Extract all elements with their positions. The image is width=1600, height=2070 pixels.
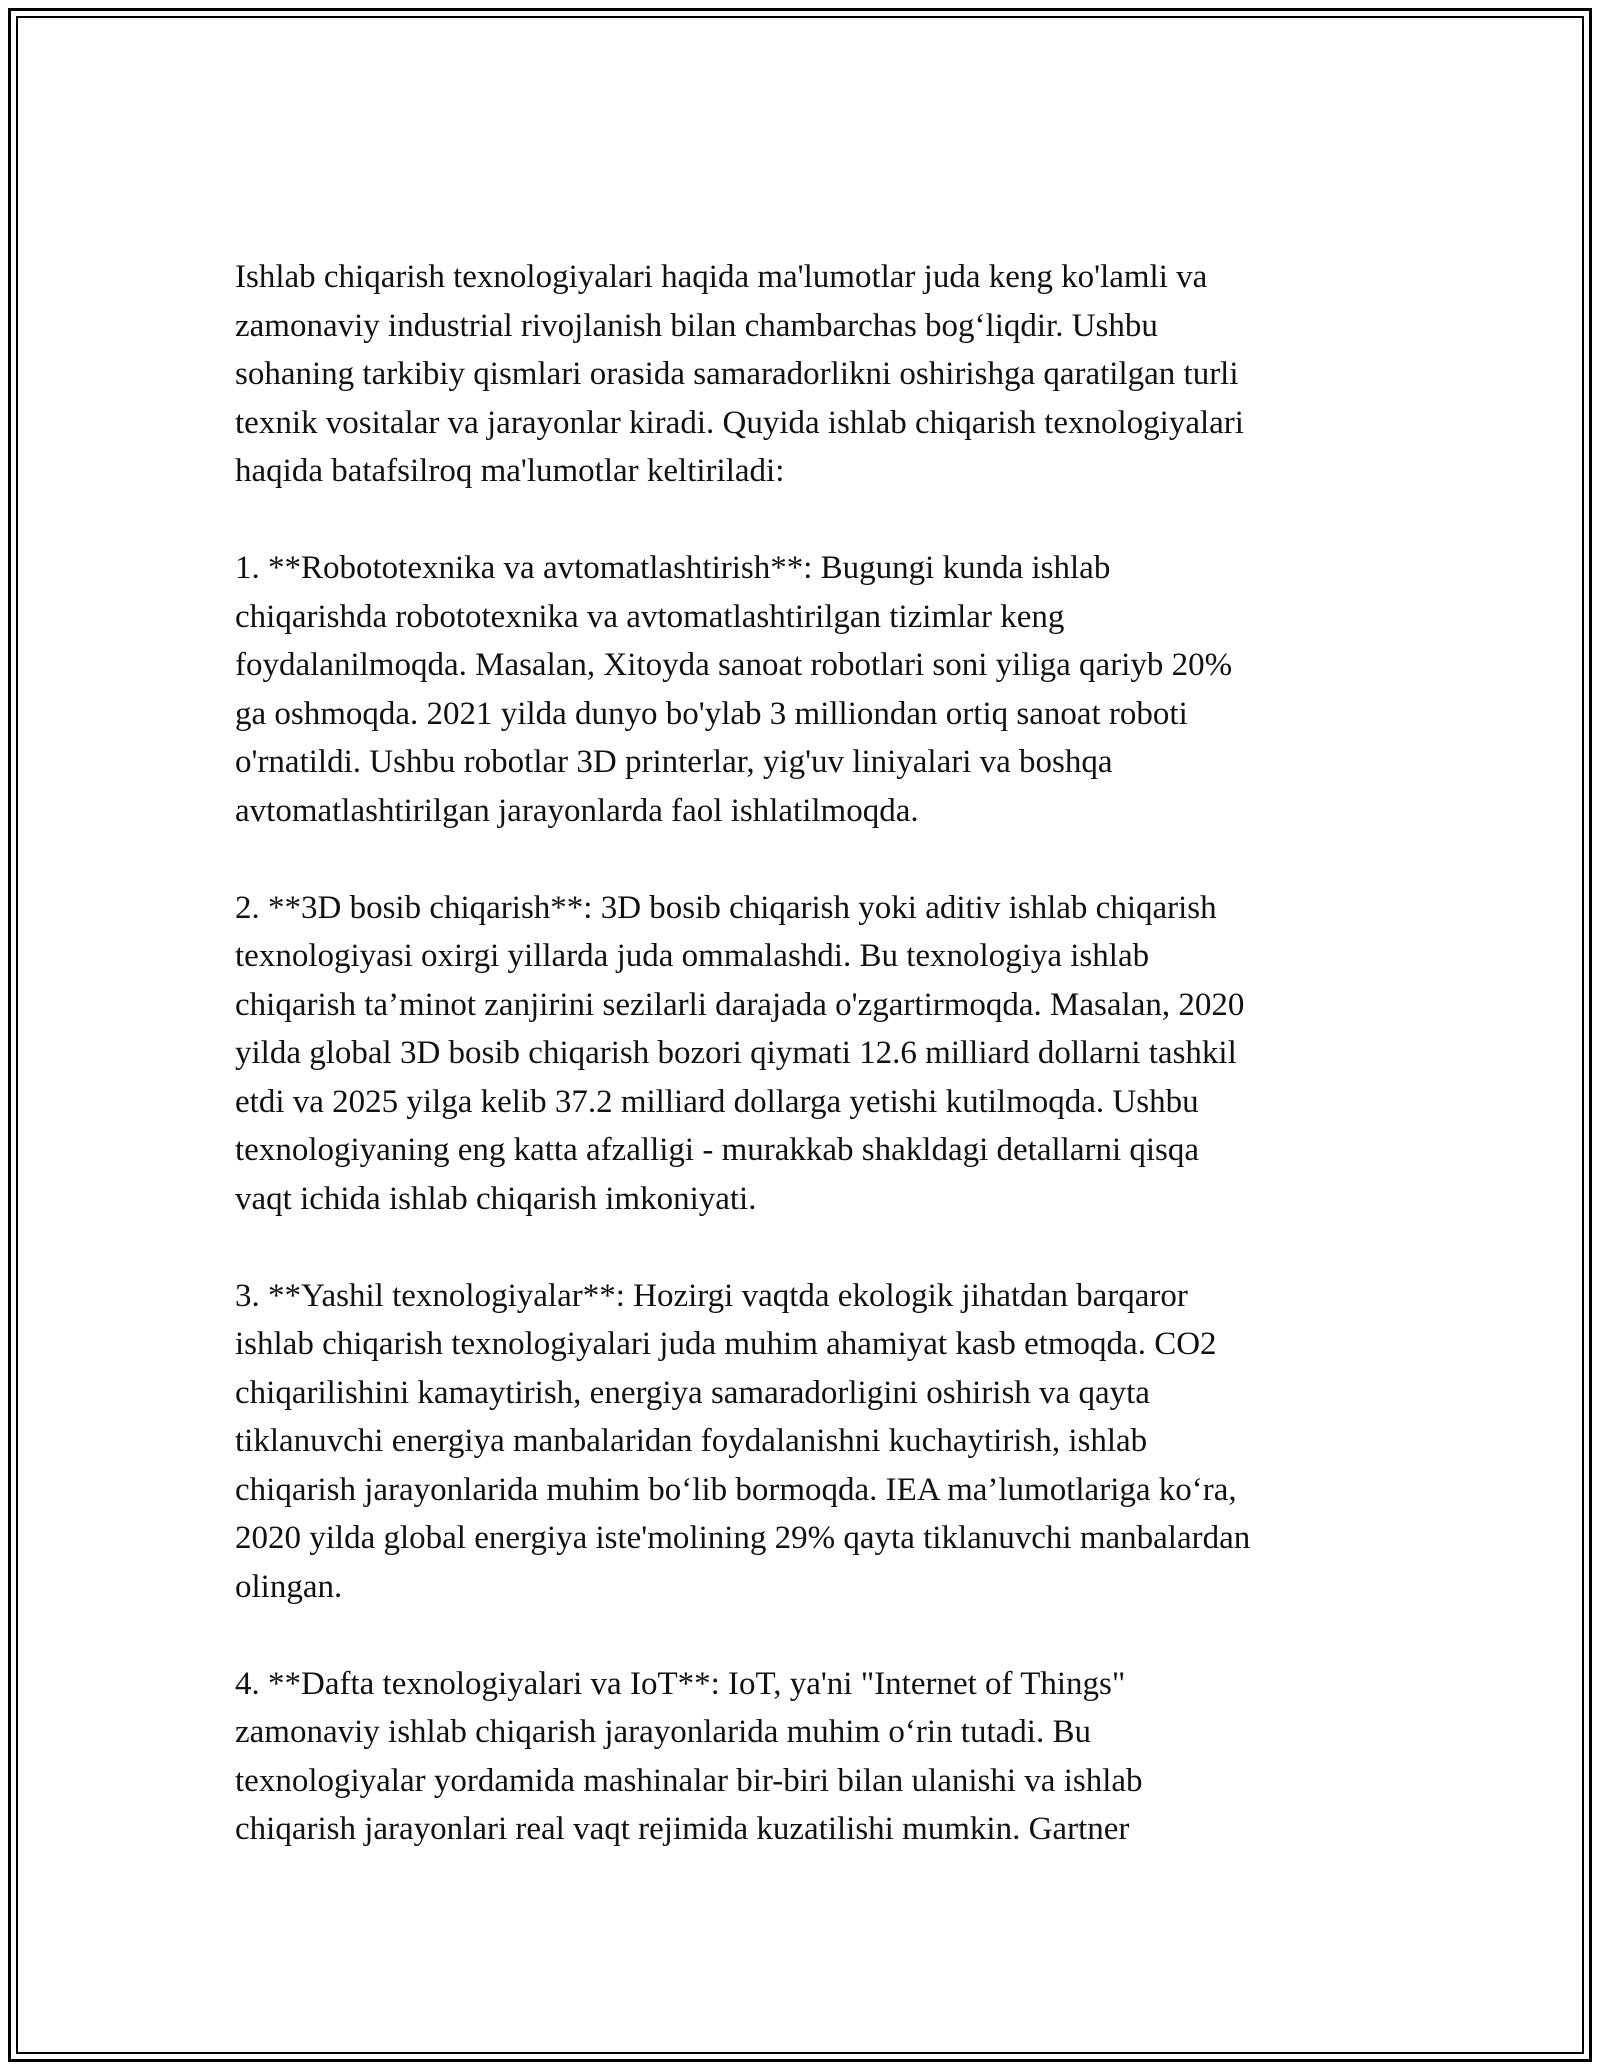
text-line: chiqarilishini kamaytirish, energiya samaradorligini oshirish va qayta (235, 1374, 1150, 1411)
text-line: etdi va 2025 yilga kelib 37.2 milliard dollarga yetishi kutilmoqda. Ushbu (235, 1083, 1199, 1120)
text-line: o'rnatildi. Ushbu robotlar 3D printerlar, yig'uv liniyalari va boshqa (235, 744, 1113, 780)
text-line: zamonaviy industrial rivojlanish bilan chambarchas bog‘liqdir. Ushbu (235, 307, 1158, 344)
robotics-paragraph (235, 544, 1370, 835)
text-line: 3. **Yashil texnologiyalar**: Hozirgi vaqtda ekologik jihatdan barqaror (235, 1277, 1188, 1314)
text-line: ishlab chiqarish texnologiyalari juda muhim ahamiyat kasb etmoqda. CO2 (235, 1326, 1217, 1362)
text-line: 2020 yilda global energiya iste'molining 29% qayta tiklanuvchi manbalardan (235, 1520, 1251, 1556)
iot-paragraph (235, 1660, 1370, 1854)
3d-printing-paragraph (235, 884, 1370, 1224)
intro-paragraph (235, 253, 1370, 496)
text-line: vaqt ichida ishlab chiqarish imkoniyati. (235, 1180, 757, 1217)
text-line: 2. **3D bosib chiqarish**: 3D bosib chiqarish yoki aditiv ishlab chiqarish (235, 889, 1217, 926)
text-line: yilda global 3D bosib chiqarish bozori qiymati 12.6 milliard dollarni tashkil (235, 1035, 1237, 1071)
text-line: sohaning tarkibiy qismlari orasida samaradorlikni oshirishga qaratilgan turli (235, 356, 1239, 392)
text-line: zamonaviy ishlab chiqarish jarayonlarida muhim o‘rin tutadi. Bu (235, 1714, 1091, 1750)
text-line: chiqarish ta’minot zanjirini sezilarli darajada o'zgartirmoqda. Masalan, 2020 (235, 986, 1245, 1023)
text-line: 1. **Robototexnika va avtomatlashtirish**: Bugungi kunda ishlab (235, 550, 1111, 586)
text-line: texnik vositalar va jarayonlar kiradi. Quyida ishlab chiqarish texnologiyalari (235, 404, 1244, 441)
text-line: texnologiyaning eng katta afzalligi - murakkab shakldagi detallarni qisqa (235, 1132, 1200, 1168)
text-line: chiqarish jarayonlari real vaqt rejimida kuzatilishi mumkin. Gartner (235, 1811, 1130, 1847)
text-line: olingan. (235, 1568, 343, 1605)
text-line: ga oshmoqda. 2021 yilda dunyo bo'ylab 3 milliondan ortiq sanoat roboti (235, 695, 1188, 732)
text-line: tiklanuvchi energiya manbalaridan foydalanishni kuchaytirish, ishlab (235, 1423, 1148, 1459)
text-line: 4. **Dafta texnologiyalari va IoT**: IoT, ya'ni "Internet of Things" (235, 1665, 1126, 1702)
text-line: chiqarish jarayonlarida muhim bo‘lib bormoqda. IEA ma’lumotlariga ko‘ra, (235, 1471, 1237, 1508)
text-line: chiqarishda robototexnika va avtomatlashtirilgan tizimlar keng (235, 598, 1065, 635)
text-line: texnologiyalar yordamida mashinalar bir-biri bilan ulanishi va ishlab (235, 1762, 1143, 1799)
green-tech-paragraph (235, 1272, 1370, 1612)
document-body (235, 253, 1370, 1902)
text-line: Ishlab chiqarish texnologiyalari haqida ma'lumotlar juda keng ko'lamli va (235, 259, 1208, 295)
text-line: haqida batafsilroq ma'lumotlar keltiriladi: (235, 453, 785, 489)
text-line: texnologiyasi oxirgi yillarda juda ommalashdi. Bu texnologiya ishlab (235, 938, 1150, 974)
text-line: avtomatlashtirilgan jarayonlarda faol ishlatilmoqda. (235, 792, 919, 829)
text-line: foydalanilmoqda. Masalan, Xitoyda sanoat robotlari soni yiliga qariyb 20% (235, 647, 1233, 683)
